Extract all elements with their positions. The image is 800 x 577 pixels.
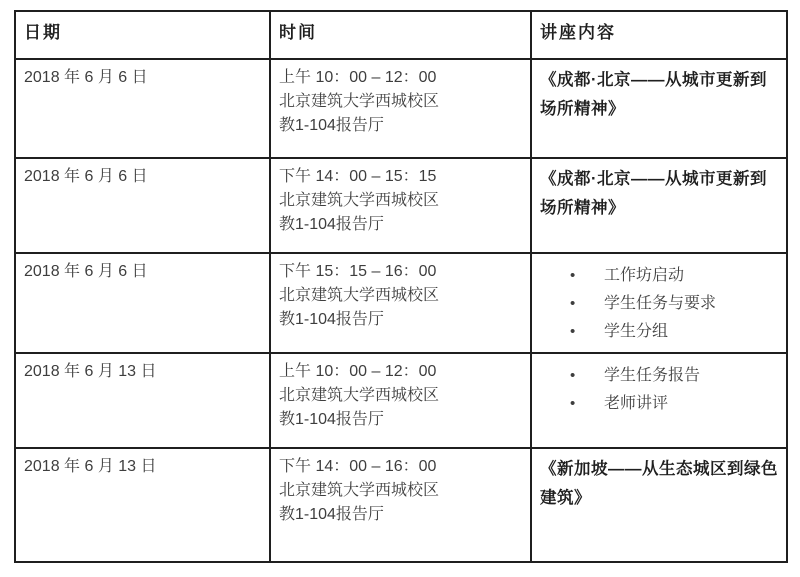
lecture-title: 《新加坡——从生态城区到绿色建筑》 bbox=[540, 460, 778, 507]
header-row bbox=[15, 11, 787, 59]
lecture-schedule-table bbox=[14, 10, 788, 563]
date-text: 2018 年 6 月 6 日 bbox=[24, 263, 148, 280]
date-cell bbox=[15, 158, 270, 253]
date-text: 2018 年 6 月 13 日 bbox=[24, 363, 157, 380]
time-line: 上午 10：00 – 12：00 bbox=[279, 363, 437, 380]
time-line: 教1-104报告厅 bbox=[279, 411, 384, 428]
time-cell bbox=[270, 158, 531, 253]
bullet-item: • 学生分组 bbox=[570, 318, 778, 346]
time-cell bbox=[270, 253, 531, 353]
lecture-title: 《成都·北京——从城市更新到场所精神》 bbox=[540, 71, 767, 118]
bullet-item: • 学生任务报告 bbox=[570, 362, 778, 390]
table-row bbox=[15, 253, 787, 353]
table-body bbox=[15, 59, 787, 562]
date-cell bbox=[15, 448, 270, 562]
date-text: 2018 年 6 月 6 日 bbox=[24, 69, 148, 86]
date-cell bbox=[15, 253, 270, 353]
time-line: 北京建筑大学西城校区 bbox=[279, 387, 440, 404]
bullet-item: • 学生任务与要求 bbox=[570, 290, 778, 318]
lecture-title: 《成都·北京——从城市更新到场所精神》 bbox=[540, 170, 767, 217]
time-line: 教1-104报告厅 bbox=[279, 216, 384, 233]
bullet-item: • 工作坊启动 bbox=[570, 262, 778, 290]
table-row bbox=[15, 353, 787, 448]
time-line: 北京建筑大学西城校区 bbox=[279, 482, 440, 499]
time-line: 上午 10：00 – 12：00 bbox=[279, 69, 437, 86]
time-line: 北京建筑大学西城校区 bbox=[279, 192, 440, 209]
time-line: 教1-104报告厅 bbox=[279, 117, 384, 134]
bullet-item: • 老师讲评 bbox=[570, 390, 778, 418]
table-row bbox=[15, 158, 787, 253]
time-line: 教1-104报告厅 bbox=[279, 311, 384, 328]
content-cell bbox=[531, 448, 787, 562]
content-cell bbox=[531, 253, 787, 353]
table-row bbox=[15, 59, 787, 158]
column-header-date: 日期 bbox=[15, 11, 270, 59]
time-cell bbox=[270, 353, 531, 448]
content-cell bbox=[531, 353, 787, 448]
column-header-content: 讲座内容 bbox=[531, 11, 787, 59]
content-cell bbox=[531, 158, 787, 253]
time-line: 下午 15：15 – 16：00 bbox=[279, 263, 437, 280]
time-line: 北京建筑大学西城校区 bbox=[279, 93, 440, 110]
time-line: 教1-104报告厅 bbox=[279, 506, 384, 523]
time-cell bbox=[270, 448, 531, 562]
bullet-list bbox=[540, 362, 778, 418]
table-row bbox=[15, 448, 787, 562]
date-cell bbox=[15, 59, 270, 158]
date-cell bbox=[15, 353, 270, 448]
bullet-list bbox=[540, 262, 778, 346]
column-header-time: 时间 bbox=[270, 11, 531, 59]
time-line: 下午 14：00 – 15：15 bbox=[279, 168, 437, 185]
time-line: 下午 14：00 – 16：00 bbox=[279, 458, 437, 475]
date-text: 2018 年 6 月 6 日 bbox=[24, 168, 148, 185]
time-cell bbox=[270, 59, 531, 158]
table-header bbox=[15, 11, 787, 59]
content-cell bbox=[531, 59, 787, 158]
date-text: 2018 年 6 月 13 日 bbox=[24, 458, 157, 475]
time-line: 北京建筑大学西城校区 bbox=[279, 287, 440, 304]
